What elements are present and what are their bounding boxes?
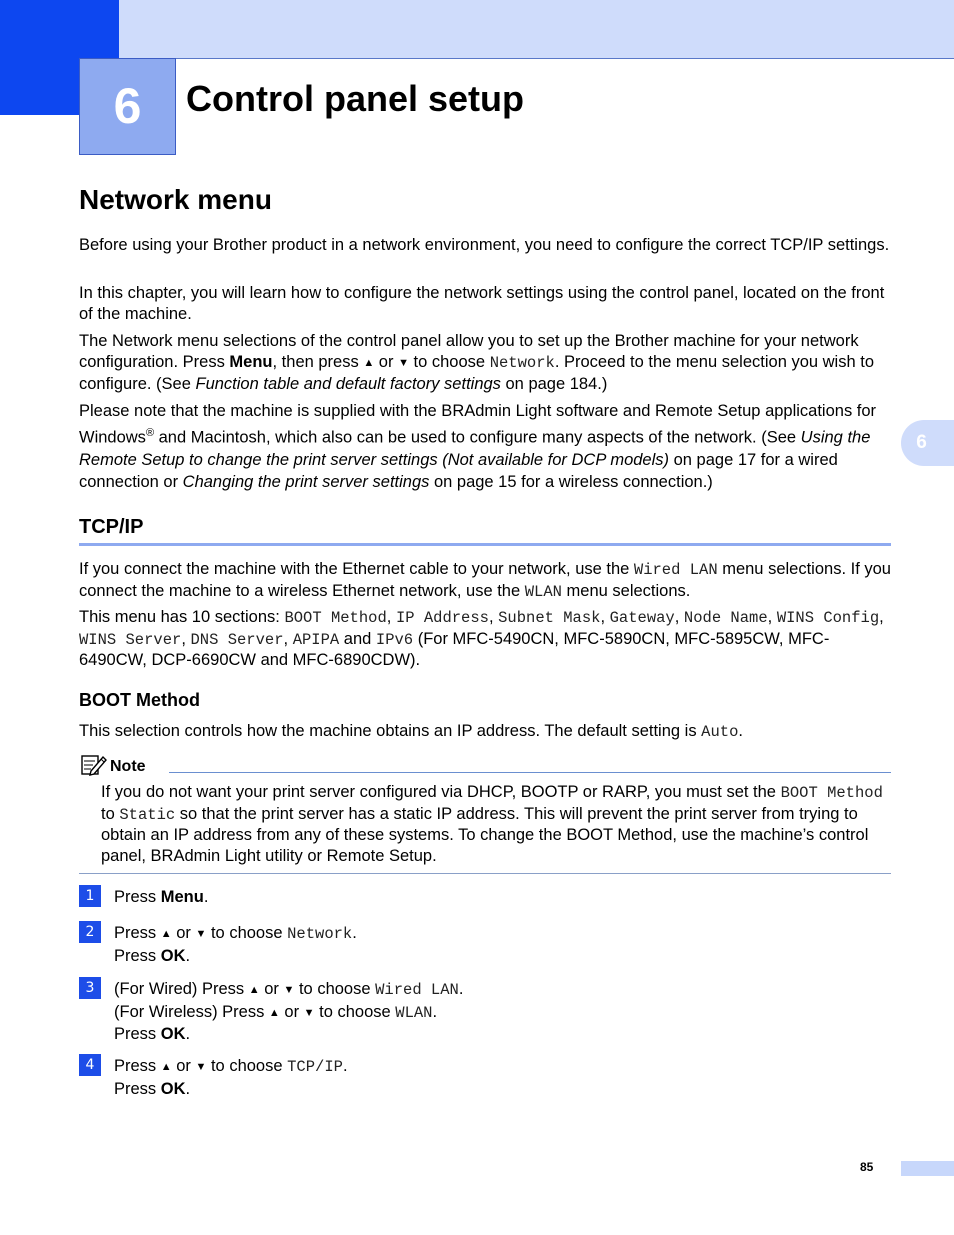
down-arrow-icon: ▼ [303,1006,315,1019]
down-arrow-icon: ▼ [195,1061,207,1073]
subsection-title-boot-method: BOOT Method [79,690,200,710]
note-header [79,754,891,778]
note-label: Note [110,758,146,775]
step-number-badge: 3 [79,977,101,999]
tcpip-paragraph-2: This menu has 10 sections: BOOT Method, IP Address, Subnet Mask, Gateway, Node Name, WINS Config, WINS Server, DNS Server, APIPA and IPv6 (For MFC-5490CN, MFC-5890CN, MFC-5895CW, MFC-6490CW, DCP-6690CW and MFC-6890CDW). [79,608,884,669]
intro-paragraph-2: In this chapter, you will learn how to configure the network settings using the control panel, located on the front of the machine. [79,284,885,323]
step-number-badge: 1 [79,885,101,907]
down-arrow-icon: ▼ [398,356,409,369]
up-arrow-icon: ▲ [363,356,375,369]
chapter-side-tab[interactable]: 6 [901,420,954,466]
chapter-number: 6 [79,58,176,155]
down-arrow-icon: ▼ [283,984,295,996]
step-number-badge: 2 [79,921,101,943]
boot-paragraph: This selection controls how the machine obtains an IP address. The default setting is Auto. [79,722,743,741]
note-body: If you do not want your print server configured via DHCP, BOOTP or RARP, you must set the BOOT Method to Static so that the print server has a static IP address. This will prevent the print server from trying to obtain an IP address from any of these systems. To change the BOOT Method, use the machine’s control panel, BRAdmin Light utility or Remote Setup. [101,783,883,865]
note-divider [169,772,891,773]
header-band [0,0,954,59]
up-arrow-icon: ▲ [248,984,260,996]
up-arrow-icon: ▲ [268,1006,280,1019]
intro-paragraph-4: Please note that the machine is supplied with the BRAdmin Light software and Remote Setup applications for Windows® and Macintosh, which also can be used to configure many aspects of the network. (See Using the Remote Setup to change the print server settings (Not available for DCP models) on page 17 for a wired connection or Changing the print server settings on page 15 for a wireless connection.) [79,402,877,491]
up-arrow-icon: ▲ [160,928,172,940]
page-number: 85 [860,1160,874,1174]
down-arrow-icon: ▼ [195,928,207,940]
cross-reference-link[interactable]: Using the Remote Setup to change the print server settings (Not available for DCP models) [79,428,871,469]
up-arrow-icon: ▲ [160,1061,172,1073]
cross-reference-link[interactable]: Function table and default factory settings [195,375,501,393]
chapter-title: Control panel setup [186,78,525,119]
subsection-title-tcpip: TCP/IP [79,516,891,546]
step-number-badge: 4 [79,1054,101,1076]
note-bottom-divider [79,873,891,874]
tcpip-paragraph-1: If you connect the machine with the Ethernet cable to your network, use the Wired LAN menu selections. If you connect the machine to a wireless Ethernet network, use the WLAN menu selections. [79,560,891,601]
intro-paragraph-1: Before using your Brother product in a network environment, you need to configure the correct TCP/IP settings. [79,236,890,254]
intro-paragraph-3: The Network menu selections of the control panel allow you to set up the Brother machine for your network configuration. Press Menu, then press ▲ or ▼ to choose Network. Proceed to the menu selection you wish to configure. (See Function table and default factory settings on page 184.) [79,332,874,393]
section-title: Network menu [79,184,272,215]
note-pencil-icon [81,754,107,776]
footer-bar [901,1161,954,1176]
cross-reference-link[interactable]: Changing the print server settings [182,472,430,491]
